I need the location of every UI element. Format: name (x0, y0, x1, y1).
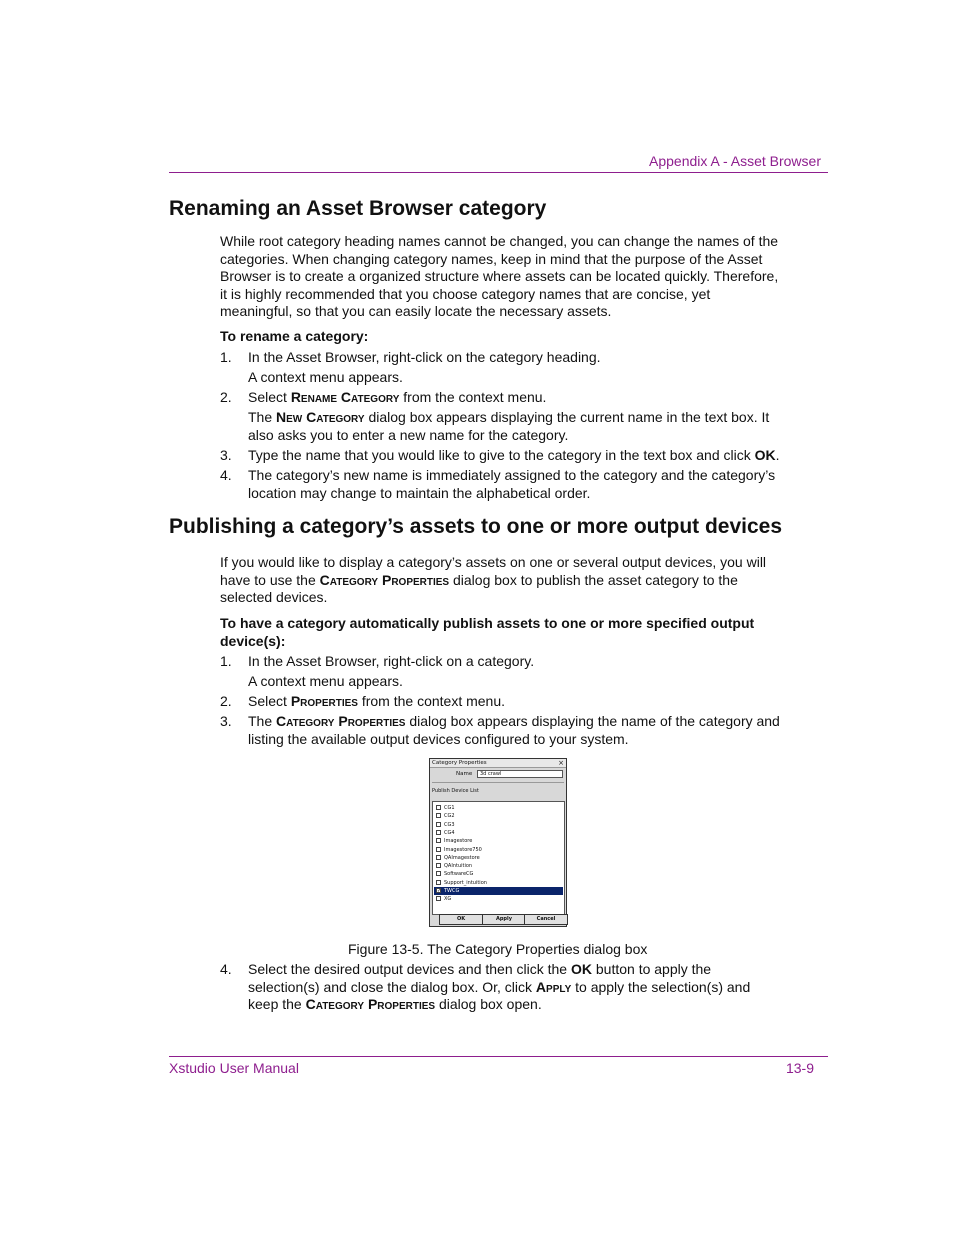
device-label: QAIntuition (444, 863, 473, 870)
device-label: QAImagestore (444, 854, 480, 861)
device-label: XG (444, 896, 452, 903)
section1-intro: While root category heading names cannot be changed, you can change the names of the categories. When changing category names, keep in mind that the purpose of the Asset Browser is to create a organized structure where assets can be located quickly. Therefore, it is highly recommended that you choose category names that are concise, yet meaningful, so that you can easily locate the necessary assets. (220, 233, 779, 319)
device-label: Imagestore750 (444, 846, 482, 853)
dialog-separator (432, 782, 564, 783)
device-checkbox[interactable] (436, 830, 441, 835)
step-result: A context menu appears. (248, 673, 403, 689)
step-text: Select Properties from the context menu. (248, 693, 506, 709)
device-checkbox[interactable] (436, 813, 441, 818)
section1-procedure-title: To rename a category: (220, 328, 369, 344)
device-checkbox[interactable] (436, 863, 441, 868)
dialog-titlebar (430, 759, 566, 768)
device-label: SoftwareCG (444, 871, 474, 878)
device-label: Imagestore (444, 838, 473, 845)
cancel-button[interactable]: Cancel (524, 914, 568, 925)
device-list-item[interactable] (434, 804, 563, 812)
section2-intro: If you would like to display a category’s assets on one or several output devices, you will have to use the Category Properties dialog box to publish the asset category to the selected devices. (220, 554, 767, 605)
step-number: 1. (220, 653, 232, 669)
device-checkbox[interactable] (436, 822, 441, 827)
name-label: Name (456, 771, 473, 777)
footer-manual-title: Xstudio User Manual (169, 1060, 299, 1076)
device-list-item[interactable] (434, 879, 563, 887)
figure-caption: Figure 13-5. The Category Properties dialog box (348, 941, 648, 957)
device-list-item[interactable] (434, 829, 563, 837)
device-list-item[interactable] (434, 895, 563, 903)
device-list-item[interactable] (434, 846, 563, 854)
device-checkbox[interactable] (436, 896, 441, 901)
device-list[interactable] (432, 801, 565, 915)
section-heading-publishing: Publishing a category’s assets to one or more output devices (169, 515, 783, 538)
device-label: Support_intuition (444, 879, 487, 886)
step-number: 1. (220, 349, 232, 365)
device-checkbox[interactable] (436, 838, 441, 843)
device-checkbox[interactable] (436, 805, 441, 810)
device-label: TWCG (444, 888, 460, 894)
device-checkbox[interactable] (436, 880, 441, 885)
device-list-item[interactable] (434, 870, 563, 878)
running-header-title: Appendix A - Asset Browser (649, 153, 821, 169)
step-number: 3. (220, 713, 232, 729)
device-list-item[interactable] (434, 821, 563, 829)
device-checkbox[interactable] (436, 871, 441, 876)
apply-button[interactable]: Apply (482, 914, 526, 925)
step-text: Select Rename Category from the context menu. (248, 389, 547, 405)
section2-procedure-title: To have a category automatically publish assets to one or more specified output device(s): (220, 615, 755, 649)
name-input[interactable]: 3d crawl (477, 770, 563, 778)
step-number: 4. (220, 961, 232, 977)
step-text: In the Asset Browser, right-click on the category heading. (248, 349, 601, 365)
device-checkbox[interactable] (436, 855, 441, 860)
close-icon[interactable]: × (558, 759, 564, 767)
step-number: 2. (220, 693, 232, 709)
device-label: CG4 (444, 829, 455, 836)
step-text: The category’s new name is immediately assigned to the category and the category’s location may change to maintain the alphabetical order. (248, 467, 776, 501)
device-list-item[interactable] (434, 862, 563, 870)
step-number: 2. (220, 389, 232, 405)
step-text: Type the name that you would like to give to the category in the text box and click OK. (248, 447, 780, 463)
step-result: The New Category dialog box appears displaying the current name in the text box. It also asks you to enter a new name for the category. (248, 409, 770, 443)
device-list-item[interactable] (434, 854, 563, 862)
step-number: 3. (220, 447, 232, 463)
device-list-item[interactable] (434, 837, 563, 845)
device-checkbox[interactable]: ✓ (437, 888, 442, 894)
device-checkbox[interactable] (436, 847, 441, 852)
category-properties-dialog (429, 758, 567, 927)
header-rule (169, 172, 828, 173)
device-list-item[interactable] (434, 812, 563, 820)
step-text: Select the desired output devices and then click the OK button to apply the selection(s) and close the dialog box. Or, click Apply to apply the selection(s) and keep the Category Properties dialog box open. (248, 961, 751, 1012)
step-text: In the Asset Browser, right-click on a category. (248, 653, 535, 669)
section-heading-renaming: Renaming an Asset Browser category (169, 197, 547, 220)
step-result: A context menu appears. (248, 369, 403, 385)
device-label: CG2 (444, 813, 455, 820)
dialog-title: Category Properties (432, 760, 487, 766)
footer-page-number: 13-9 (785, 1060, 814, 1076)
footer-rule (169, 1056, 828, 1057)
device-label: CG1 (444, 805, 455, 811)
step-number: 4. (220, 467, 232, 483)
device-list-item[interactable] (434, 887, 563, 895)
publish-device-list-label: Publish Device List (432, 788, 479, 794)
step-text: The Category Properties dialog box appears displaying the name of the category and listing the available output devices configured to your system. (248, 713, 780, 747)
ok-button[interactable]: OK (439, 914, 483, 925)
device-label: CG3 (444, 821, 455, 828)
